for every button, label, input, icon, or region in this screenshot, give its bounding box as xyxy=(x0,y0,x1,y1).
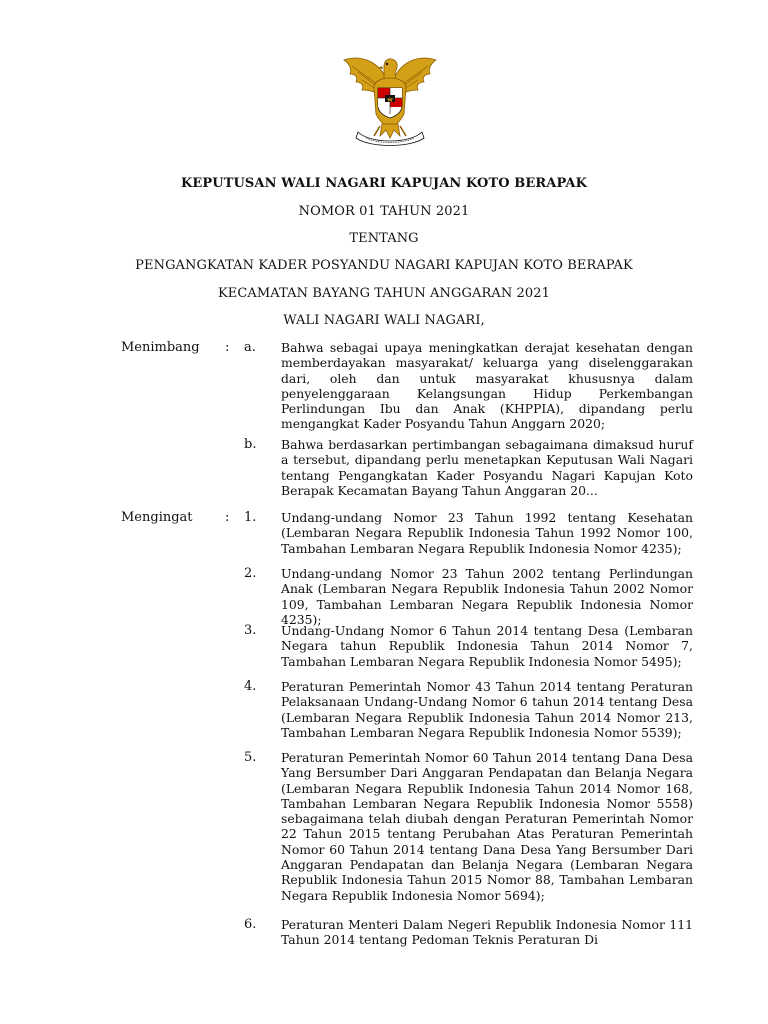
item-marker: 6. xyxy=(244,917,257,932)
item-marker: 5. xyxy=(244,750,257,765)
item-marker: b. xyxy=(244,437,257,452)
item-marker: 2. xyxy=(244,566,257,581)
item-text: Peraturan Pemerintah Nomor 43 Tahun 2014 tentang Peraturan Pelaksanaan Undang-Undang Nomor 6 tahun 2014 tentang Desa (Lembaran Negara Republik Indonesia Tahun 2014 Nomor 213, Tambahan Lembaran Negara Republik Indonesia Nomor 5539); xyxy=(281,679,693,740)
item-text: Undang-Undang Nomor 6 Tahun 2014 tentang Desa (Lembaran Negara tahun Republik Indonesia Tahun 2014 Nomor 7, Tambahan Lembaran Negara Republik Indonesia Nomor 5495); xyxy=(281,623,693,669)
decree-title: KEPUTUSAN WALI NAGARI KAPUJAN KOTO BERAPAK xyxy=(181,176,587,191)
menimbang-colon: : xyxy=(225,340,230,355)
item-text: Peraturan Menteri Dalam Negeri Republik Indonesia Nomor 111 Tahun 2014 tentang Pedoman Teknis Peraturan Di xyxy=(281,917,693,948)
garuda-emblem-icon xyxy=(340,52,440,150)
decree-number: NOMOR 01 TAHUN 2021 xyxy=(298,204,470,219)
subject-line-2: KECAMATAN BAYANG TAHUN ANGGARAN 2021 xyxy=(217,286,551,301)
tentang-heading: TENTANG xyxy=(349,231,419,246)
item-marker: 4. xyxy=(244,679,257,694)
item-text: Bahwa berdasarkan pertimbangan sebagaimana dimaksud huruf a tersebut, dipandang perlu menetapkan Keputusan Wali Nagari tentang Pengangkatan Kader Posyandu Nagari Kapujan Koto Berapak Kecamatan Bayang Tahun Anggaran 20... xyxy=(281,437,693,498)
item-marker: 3. xyxy=(244,623,257,638)
item-marker: a. xyxy=(244,340,256,355)
mengingat-colon: : xyxy=(225,510,230,525)
item-text: Bahwa sebagai upaya meningkatkan derajat kesehatan dengan memberdayakan masyarakat/ keluarga yang diselenggarakan dari, oleh dan untuk masyarakat khususnya dalam penyelenggaraan Kelangsungan Hidup Perkembangan Perlindungan Ibu dan Anak (KHPPIA), dipandang perlu mengangkat Kader Posyandu Tahun Anggarn 2020; xyxy=(281,340,693,432)
item-text: Undang-undang Nomor 23 Tahun 1992 tentang Kesehatan (Lembaran Negara Republik Indonesia Tahun 1992 Nomor 100, Tambahan Lembaran Negara Republik Indonesia Nomor 4235); xyxy=(281,510,693,556)
authority-line: WALI NAGARI WALI NAGARI, xyxy=(283,313,485,328)
item-text: Peraturan Pemerintah Nomor 60 Tahun 2014 tentang Dana Desa Yang Bersumber Dari Anggaran Pendapatan dan Belanja Negara (Lembaran Negara Republik Indonesia Tahun 2014 Nomor 168, Tambahan Lembaran Negara Republik Indonesia Nomor 5558) sebagaimana telah diubah dengan Peraturan Pemerintah Nomor 22 Tahun 2015 tentang Perubahan Atas Peraturan Pemerintah Nomor 60 Tahun 2014 tentang Dana Desa Yang Bersumber Dari Anggaran Pendapatan dan Belanja Negara (Lembaran Negara Republik Indonesia Tahun 2015 Nomor 88, Tambahan Lembaran Negara Republik Indonesia Nomor 5694); xyxy=(281,750,693,903)
item-marker: 1. xyxy=(244,510,257,525)
subject-line-1: PENGANGKATAN KADER POSYANDU NAGARI KAPUJAN KOTO BERAPAK xyxy=(135,258,633,273)
mengingat-label: Mengingat xyxy=(121,510,193,525)
menimbang-label: Menimbang xyxy=(121,340,200,355)
item-text: Undang-undang Nomor 23 Tahun 2002 tentang Perlindungan Anak (Lembaran Negara Republik Indonesia Tahun 2002 Nomor 109, Tambahan Lembaran Negara Republik Indonesia Nomor 4235); xyxy=(281,566,693,627)
